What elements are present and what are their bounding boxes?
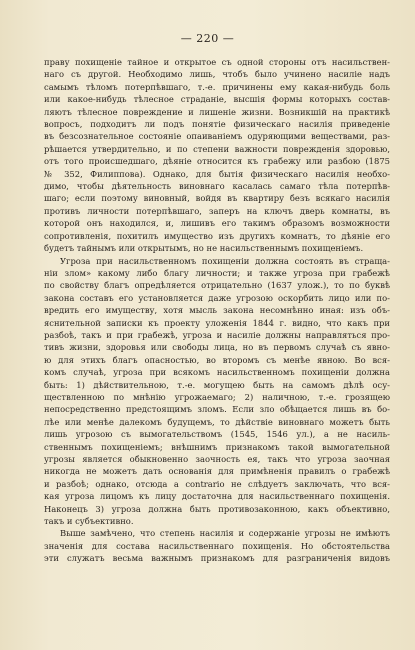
text-line: по свойству благъ опредѣляется отрицательно (1637 улож.), то по буквѣ [44, 280, 390, 291]
text-line: комъ случаѣ, угроза при всякомъ насильственномъ похищенiи должна [44, 367, 390, 378]
text-line: угрозы является обыкновенно заочность ея, такъ что угроза заочная [44, 454, 390, 464]
text-line: праву похищенiе тайное и открытое съ одной стороны отъ насильствен- [44, 57, 390, 67]
text-line: или какое-нибудь тѣлесное страданiе, высшiя формы которыхъ состав- [44, 94, 390, 105]
text-line: будетъ тайнымъ или открытымъ, но не насильственнымъ похищенiемъ. [44, 243, 364, 254]
text-line: быть: 1) дѣйствительною, т.-е. могущею быть на самомъ дѣлѣ осу- [44, 379, 390, 390]
text-line: сопротивленiя, похитилъ имущество изъ другихъ комнатъ, то дѣянiе его [44, 230, 390, 241]
text-line: отъ того происшедшаго, дѣянiе относится къ грабежу или разбою (1875 [44, 156, 390, 167]
text-line: рѣшается утвердительно, и по степени важности поврежденiя здоровью, [44, 143, 390, 154]
page-number-header: — 220 — [180, 32, 235, 45]
text-line: противъ личности потерпѣвшаго, заперъ на ключъ дверь комнаты, въ [44, 205, 390, 216]
text-line: вопросъ, подходитъ ли подъ понятiе физическаго насилiя приведенiе [44, 119, 390, 130]
text-line: Угроза при насильственномъ похищенiи должна состоять въ страща- [60, 255, 390, 266]
text-line: ляютъ тѣлесное повреждение и лишенiе жизни. Возникшiй на практикѣ [44, 106, 390, 117]
text-line: № 352, Филиппова). Однако, для бытiя физическаго насилiя необхо- [44, 168, 390, 179]
text-line: и разбоѣ; однако, отсюда a contrario не слѣдуетъ заключать, что вся- [44, 478, 390, 489]
text-line: кая угроза лицомъ къ лицу достаточна для насильственнаго похищенiя. [44, 491, 390, 502]
text-line: закона составъ его установляется даже угрозою оскорбить лицо или по- [44, 292, 390, 303]
text-line: разбоѣ, такъ и при грабежѣ, угроза и насилiе должны направляться про- [44, 329, 390, 340]
text-line: димо, чтобы дѣятельность виновнаго касалась самаго тѣла потерпѣв- [44, 181, 390, 192]
text-line: яснительной записки къ проекту уложенiя 1844 г. видно, что какъ при [44, 317, 390, 328]
text-line: лишь угрозою съ вымогательствомъ (1545, 1546 ул.), а не насиль- [44, 429, 390, 440]
text-line: лѣе или менѣе далекомъ будущемъ, то дѣйствiе виновнаго можетъ быть [44, 416, 390, 427]
text-line: Наконецъ 3) угроза должна быть противозаконною, какъ объективно, [44, 503, 390, 514]
text-line: которой онъ находился, и, лишивъ его такимъ образомъ возможности [44, 218, 390, 229]
text-line: тивъ жизни, здоровья или свободы лица, но въ первомъ случаѣ съ явно- [44, 342, 390, 353]
text-line: значенiя для состава насильственнаго похищенiя. Но обстоятельства [44, 540, 390, 551]
text-line: эти служатъ весьма важнымъ признакомъ для разграниченiя видовъ [44, 553, 390, 564]
text-line: ственнымъ похищенiемъ; внѣшнимъ признакомъ такой вымогательной [44, 441, 390, 452]
text-line: шаго; если поэтому виновный, войдя въ квартиру безъ всякаго насилiя [44, 193, 390, 204]
text-line: въ безсознательное состоянiе опаиванiемъ одуряющими веществами, раз- [44, 131, 390, 142]
body-text [44, 56, 390, 565]
text-line: нiи злом» какому либо благу личности; и также угроза при грабежѣ [44, 267, 390, 278]
text-line: ществленною по мнѣнiю угрожаемаго; 2) наличною, т.-е. грозящею [44, 391, 390, 402]
text-line: непосредственно предстоящимъ зломъ. Если зло обѣщается лишь въ бо- [44, 404, 390, 415]
text-line: Выше замѣчено, что степень насилiя и содержанiе угрозы не имѣютъ [60, 528, 390, 539]
text-line: самымъ тѣломъ потерпѣвшаго, т.-е. причинены ему какая-нибудь боль [44, 81, 390, 92]
text-line: никогда не можетъ дать основанiя для примѣненiя правилъ о грабежѣ [44, 466, 390, 477]
text-line: наго съ другой. Необходимо лишь, чтобъ было учинено насилiе надъ [44, 69, 390, 80]
text-line: вредить его имуществу, хотя мысль закона несомнѣнно иная: изъ объ- [44, 305, 390, 316]
text-line: ю для этихъ благъ опасностью, во второмъ съ менѣе явною. Во вся- [44, 354, 390, 365]
text-line: такъ и субъективно. [44, 516, 134, 527]
